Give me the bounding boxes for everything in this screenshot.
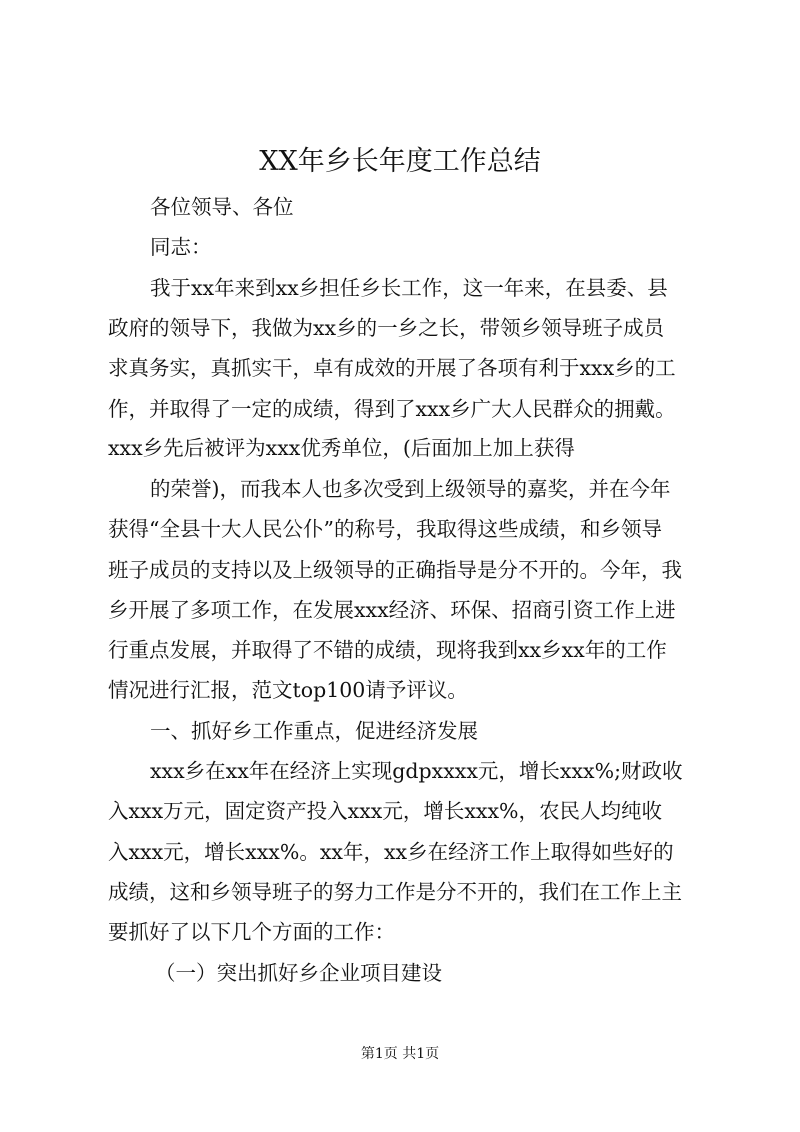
paragraph-line: 情况进行汇报，范文top100请予评议。 <box>108 678 468 702</box>
paragraph-line: 我于xx年来到xx乡担任乡长工作，这一年来，在县委、县 <box>150 276 668 300</box>
paragraph-line: xxx乡在xx年在经济上实现gdpxxxx元，增长xxx%;财政收 <box>150 759 683 783</box>
salutation-line-1: 各位领导、各位 <box>150 195 294 219</box>
section-heading: 一、抓好乡工作重点，促进经济发展 <box>150 719 478 743</box>
paragraph-line: 政府的领导下，我做为xx乡的一乡之长，带领乡领导班子成员 <box>108 316 665 340</box>
paragraph-line: 入xxx元，增长xxx%。xx年，xx乡在经济工作上取得如些好的 <box>108 840 674 864</box>
paragraph-line: xxx乡先后被评为xxx优秀单位，(后面加上加上获得 <box>108 436 575 460</box>
paragraph-line: 作，并取得了一定的成绩，得到了xxx乡广大人民群众的拥戴。 <box>108 397 676 421</box>
salutation-line-2: 同志： <box>150 235 212 259</box>
document-title: XX年乡长年度工作总结 <box>259 146 541 177</box>
paragraph-line: 入xxx万元，固定资产投入xxx元，增长xxx%，农民人均纯收 <box>108 799 663 823</box>
paragraph-line: 要抓好了以下几个方面的工作： <box>108 920 395 944</box>
paragraph-line: 成绩，这和乡领导班子的努力工作是分不开的，我们在工作上主 <box>108 880 682 904</box>
paragraph-line: 班子成员的支持以及上级领导的正确指导是分不开的。今年，我 <box>108 558 682 582</box>
paragraph-line: 行重点发展，并取得了不错的成绩，现将我到xx乡xx年的工作 <box>108 638 667 662</box>
paragraph-line: 求真务实，真抓实干，卓有成效的开展了各项有利于xxx乡的工 <box>108 356 676 380</box>
subsection-heading: （一）突出抓好乡企业项目建设 <box>155 961 442 985</box>
paragraph-line: 获得“全县十大人民公仆”的称号，我取得这些成绩，和乡领导 <box>108 517 662 541</box>
paragraph-line: 乡开展了多项工作，在发展xxx经济、环保、招商引资工作上进 <box>108 598 676 622</box>
page-footer: 第1页 共1页 <box>360 1046 440 1062</box>
paragraph-line: 的荣誉)，而我本人也多次受到上级领导的嘉奖，并在今年 <box>150 477 671 501</box>
